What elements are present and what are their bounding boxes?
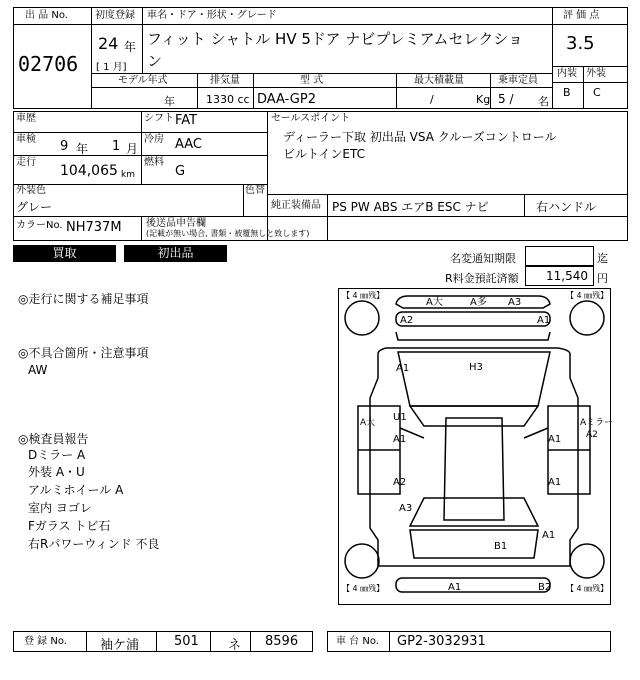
first-reg-year-unit: 年	[124, 40, 137, 54]
car-name-line1: フィット シャトル HV 5ドア ナビプレミアムセレクショ	[147, 30, 523, 48]
lot-number: 02706	[18, 52, 79, 76]
damage-mark: B2	[538, 582, 552, 593]
tire-tread-label: 【 4 ㎜残】	[342, 291, 385, 300]
front-lower-bumper-shape	[396, 312, 550, 326]
front-fascia-shape	[396, 332, 550, 340]
history-label: 車歴	[16, 113, 36, 124]
inspector-line: Fガラス トビ石	[28, 519, 111, 533]
rear-right-tire-icon	[570, 544, 604, 578]
damage-mark: U1	[393, 412, 407, 423]
damage-mark: A1	[537, 315, 551, 326]
roof-shape	[444, 418, 504, 520]
damage-mark: A2	[586, 430, 598, 440]
exterior-grade: C	[593, 86, 601, 99]
color-label: 外装色	[16, 185, 46, 196]
damage-mark: A2	[400, 315, 414, 326]
capacity-value: 5 /	[498, 92, 514, 106]
mileage-unit: km	[121, 170, 135, 180]
model-year-unit: 年	[164, 95, 175, 108]
damage-mark: A1	[542, 530, 556, 541]
docs-note: (記載が無い場合, 書類・被覆無しと致します)	[146, 229, 310, 238]
inspection-month: 1	[112, 139, 121, 154]
fuel-label: 燃料	[144, 157, 164, 168]
steering-value: 右ハンドル	[536, 200, 597, 214]
damage-mark: A1	[548, 477, 562, 488]
name-change-unit: 迄	[597, 252, 608, 265]
car-name-line2: ン	[147, 52, 163, 70]
inspector-line: 右Rパワーウィンド 不良	[28, 537, 160, 551]
grade-label: 評 価 点	[563, 10, 600, 21]
damage-mark: A3	[508, 297, 522, 308]
max-load-value: /	[430, 93, 434, 106]
shift-label: シフト	[144, 113, 174, 124]
recycle-value: 11,540	[546, 269, 588, 283]
damage-mark: A1	[393, 434, 407, 445]
docs-label: 後送品申告欄	[146, 218, 206, 229]
sales-point-label: セールスポイント	[271, 113, 351, 124]
tire-tread-label: 【 4 ㎜残】	[566, 584, 609, 593]
first-reg-month: [ 1 月]	[96, 62, 127, 73]
max-load-unit: Kg	[476, 93, 491, 106]
color-no-label: カラーNo.	[16, 220, 63, 231]
color-change-label: 色替	[245, 185, 265, 196]
driving-notes-label: ◎走行に関する補足事項	[18, 292, 149, 306]
grade-value: 3.5	[566, 33, 595, 54]
ac-value: AAC	[175, 137, 202, 152]
capacity-unit: 名	[538, 95, 549, 108]
damage-mark: Aミラー	[580, 418, 614, 428]
displacement-label: 排気量	[210, 75, 240, 86]
chassis-number: GP2-3032931	[397, 634, 486, 649]
chassis-label: 車 台 No.	[336, 636, 379, 647]
inspection-year-unit: 年	[76, 142, 89, 156]
recycle-unit: 円	[597, 272, 608, 285]
mileage-label: 走行	[16, 157, 36, 168]
registration-label: 登 録 No.	[24, 636, 67, 647]
front-left-tire-icon	[345, 301, 379, 335]
defects-label: ◎不具合箇所・注意事項	[18, 346, 149, 360]
mileage-value: 104,065	[60, 163, 118, 179]
damage-mark: A1	[448, 582, 462, 593]
damage-mark: A大	[426, 297, 443, 308]
sales-point-line1: ディーラー下取 初出品 VSA クルーズコントロール	[283, 130, 557, 144]
sales-point-line2: ビルトインETC	[283, 147, 365, 161]
interior-label: 内装	[557, 68, 577, 79]
color-no-value: NH737M	[66, 220, 122, 235]
tire-tread-label: 【 4 ㎜残】	[566, 291, 609, 300]
name-change-box	[525, 246, 594, 266]
max-load-label: 最大積載量	[414, 75, 464, 86]
inspector-line: 室内 ヨゴレ	[28, 501, 92, 515]
fuel-value: G	[175, 164, 186, 179]
inspector-line: 外装 A・U	[28, 465, 85, 479]
damage-mark: A多	[470, 297, 487, 308]
registration-class: 501	[174, 634, 199, 649]
damage-mark: A1	[548, 434, 562, 445]
lot-label: 出 品 No.	[25, 10, 68, 21]
inspector-label: ◎検査員報告	[18, 432, 89, 446]
rear-left-tire-icon	[345, 544, 379, 578]
type-value: DAA-GP2	[257, 92, 316, 107]
model-year-label: モデル年式	[118, 75, 168, 86]
tire-tread-label: 【 4 ㎜残】	[342, 584, 385, 593]
registration-area: 袖ケ浦	[100, 638, 140, 653]
first-reg-year: 24	[98, 34, 119, 53]
damage-mark: A2	[393, 477, 407, 488]
inspection-year: 9	[60, 139, 69, 154]
car-diagram	[338, 288, 614, 605]
equipment-value: PS PW ABS エアB ESC ナビ	[332, 200, 489, 214]
capacity-label: 乗車定員	[498, 75, 538, 86]
inspector-line: アルミホイール A	[28, 483, 124, 497]
equipment-label: 純正装備品	[271, 200, 321, 211]
ac-label: 冷房	[144, 134, 164, 145]
name-change-label: 名変通知期限	[450, 252, 516, 265]
type-label: 型 式	[300, 75, 324, 86]
damage-mark: A1	[396, 363, 410, 374]
damage-mark: A3	[399, 503, 413, 514]
registration-number: 8596	[265, 634, 299, 649]
first-reg-label: 初度登録	[95, 10, 135, 21]
first-listing-badge: 初出品	[124, 245, 227, 262]
exterior-label: 外装	[586, 68, 606, 79]
purchase-badge: 買取	[13, 245, 116, 262]
hood-shape	[398, 352, 550, 406]
inspector-line: Dミラー A	[28, 448, 86, 462]
back-door-shape	[410, 530, 538, 558]
car-name-label: 車名・ドア・形状・グレード	[147, 10, 277, 21]
damage-mark: A大	[360, 418, 376, 428]
inspection-month-unit: 月	[126, 142, 139, 156]
rear-glass-shape	[410, 498, 538, 526]
color-value: グレー	[16, 200, 53, 214]
defects-value: AW	[28, 363, 48, 377]
rear-bumper-shape	[396, 578, 550, 592]
registration-kana: ネ	[228, 638, 242, 653]
damage-mark: H3	[469, 362, 483, 373]
damage-mark: B1	[494, 541, 508, 552]
displacement-value: 1330 cc	[206, 93, 250, 106]
windshield-shape	[410, 406, 538, 426]
shift-value: FAT	[175, 113, 198, 128]
inspection-label: 車検	[16, 134, 36, 145]
interior-grade: B	[563, 86, 571, 99]
front-right-tire-icon	[570, 301, 604, 335]
recycle-label: R料金預託済額	[445, 272, 519, 285]
